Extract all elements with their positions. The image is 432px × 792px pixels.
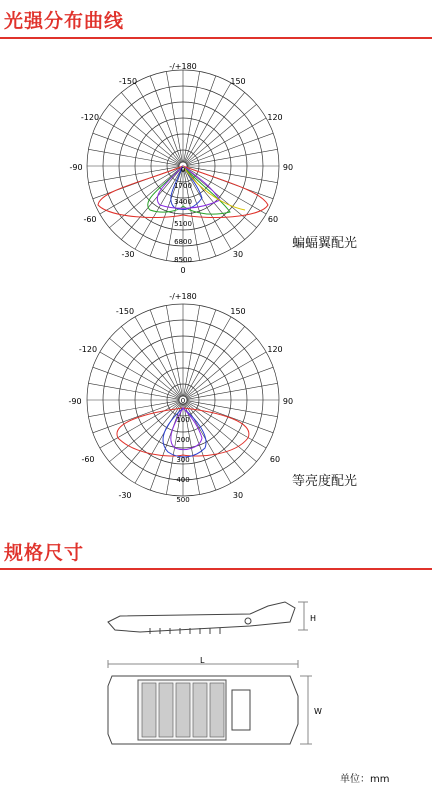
section-title-dimensions: 规格尺寸 bbox=[4, 542, 85, 564]
polar-spoke bbox=[184, 76, 215, 162]
polar-spoke bbox=[88, 149, 179, 165]
polar-spoke bbox=[184, 310, 215, 396]
angle-label: 60 bbox=[267, 215, 279, 224]
angle-label: 120 bbox=[267, 345, 283, 354]
dim-label-W: W bbox=[314, 707, 322, 716]
angle-label: -90 bbox=[69, 163, 83, 172]
polar-spoke bbox=[186, 352, 266, 398]
radial-label: 8500 bbox=[174, 256, 192, 264]
angle-label: 90 bbox=[282, 163, 294, 172]
angle-label: -30 bbox=[121, 250, 135, 259]
angle-label: 30 bbox=[232, 491, 244, 500]
polar-spoke bbox=[93, 133, 179, 164]
radial-label: 5100 bbox=[174, 220, 192, 228]
polar-spoke bbox=[184, 305, 200, 396]
radial-label: 0 bbox=[180, 166, 186, 174]
polar-spoke bbox=[187, 383, 278, 399]
polar-chart-isoluminance bbox=[70, 290, 300, 515]
radial-label: 0 bbox=[180, 397, 186, 405]
polar-spoke bbox=[187, 401, 278, 417]
caption-isoluminance: 等亮度配光 bbox=[292, 474, 358, 489]
angle-label: 90 bbox=[282, 397, 294, 406]
angle-label: -30 bbox=[118, 491, 132, 500]
polar-spoke bbox=[186, 402, 266, 448]
polar-spoke bbox=[135, 403, 181, 483]
polar-spoke bbox=[100, 352, 180, 398]
angle-label: 150 bbox=[230, 307, 246, 316]
angle-label: 120 bbox=[267, 113, 283, 122]
polar-spoke bbox=[187, 367, 273, 398]
polar-spoke bbox=[187, 167, 278, 183]
polar-spoke bbox=[166, 305, 182, 396]
dim-label-L: L bbox=[200, 656, 205, 665]
angle-label: -60 bbox=[81, 455, 95, 464]
polar-spoke bbox=[150, 310, 181, 396]
angle-label: -/+180 bbox=[169, 292, 197, 301]
polar-spoke bbox=[186, 118, 266, 164]
polar-spoke bbox=[150, 76, 181, 162]
radial-label: 300 bbox=[176, 456, 190, 464]
dim-label-H: H bbox=[310, 614, 317, 623]
polar-spoke bbox=[100, 118, 180, 164]
angle-label: 0 bbox=[180, 266, 186, 275]
radial-label: 100 bbox=[176, 416, 190, 424]
angle-label: -90 bbox=[68, 397, 82, 406]
angle-label: 60 bbox=[269, 455, 281, 464]
polar-spoke bbox=[88, 167, 179, 183]
polar-spoke bbox=[88, 401, 179, 417]
section-title-light-distribution: 光强分布曲线 bbox=[4, 10, 125, 32]
unit-note: 单位：mm bbox=[340, 774, 390, 785]
polar-spoke bbox=[184, 71, 200, 162]
angle-label: -120 bbox=[80, 113, 100, 122]
radial-label: 3400 bbox=[174, 198, 192, 206]
drawing-side-view bbox=[100, 598, 330, 643]
radial-label: 1700 bbox=[174, 182, 192, 190]
section-divider bbox=[0, 37, 432, 39]
polar-spoke bbox=[187, 401, 273, 432]
polar-spoke bbox=[88, 383, 179, 399]
angle-label: 30 bbox=[232, 250, 244, 259]
angle-label: -150 bbox=[115, 307, 135, 316]
polar-chart-batwing bbox=[70, 60, 300, 280]
polar-spoke bbox=[135, 317, 181, 397]
polar-spoke bbox=[93, 367, 179, 398]
radial-label: 6800 bbox=[174, 238, 192, 246]
polar-spoke bbox=[185, 317, 231, 397]
angle-label: -60 bbox=[83, 215, 97, 224]
polar-spoke bbox=[185, 83, 231, 163]
drawing-top-view bbox=[100, 656, 330, 761]
polar-spoke bbox=[135, 83, 181, 163]
angle-label: 150 bbox=[230, 77, 246, 86]
polar-spoke bbox=[187, 133, 273, 164]
angle-label: -150 bbox=[118, 77, 138, 86]
radial-label: 200 bbox=[176, 436, 190, 444]
radial-label: 500 bbox=[176, 496, 190, 504]
caption-batwing: 蝙蝠翼配光 bbox=[292, 236, 358, 251]
section-divider bbox=[0, 568, 432, 570]
angle-label: -/+180 bbox=[169, 62, 197, 71]
polar-spoke bbox=[166, 71, 182, 162]
angle-label: -120 bbox=[78, 345, 98, 354]
radial-label: 400 bbox=[176, 476, 190, 484]
polar-spoke bbox=[187, 149, 278, 165]
